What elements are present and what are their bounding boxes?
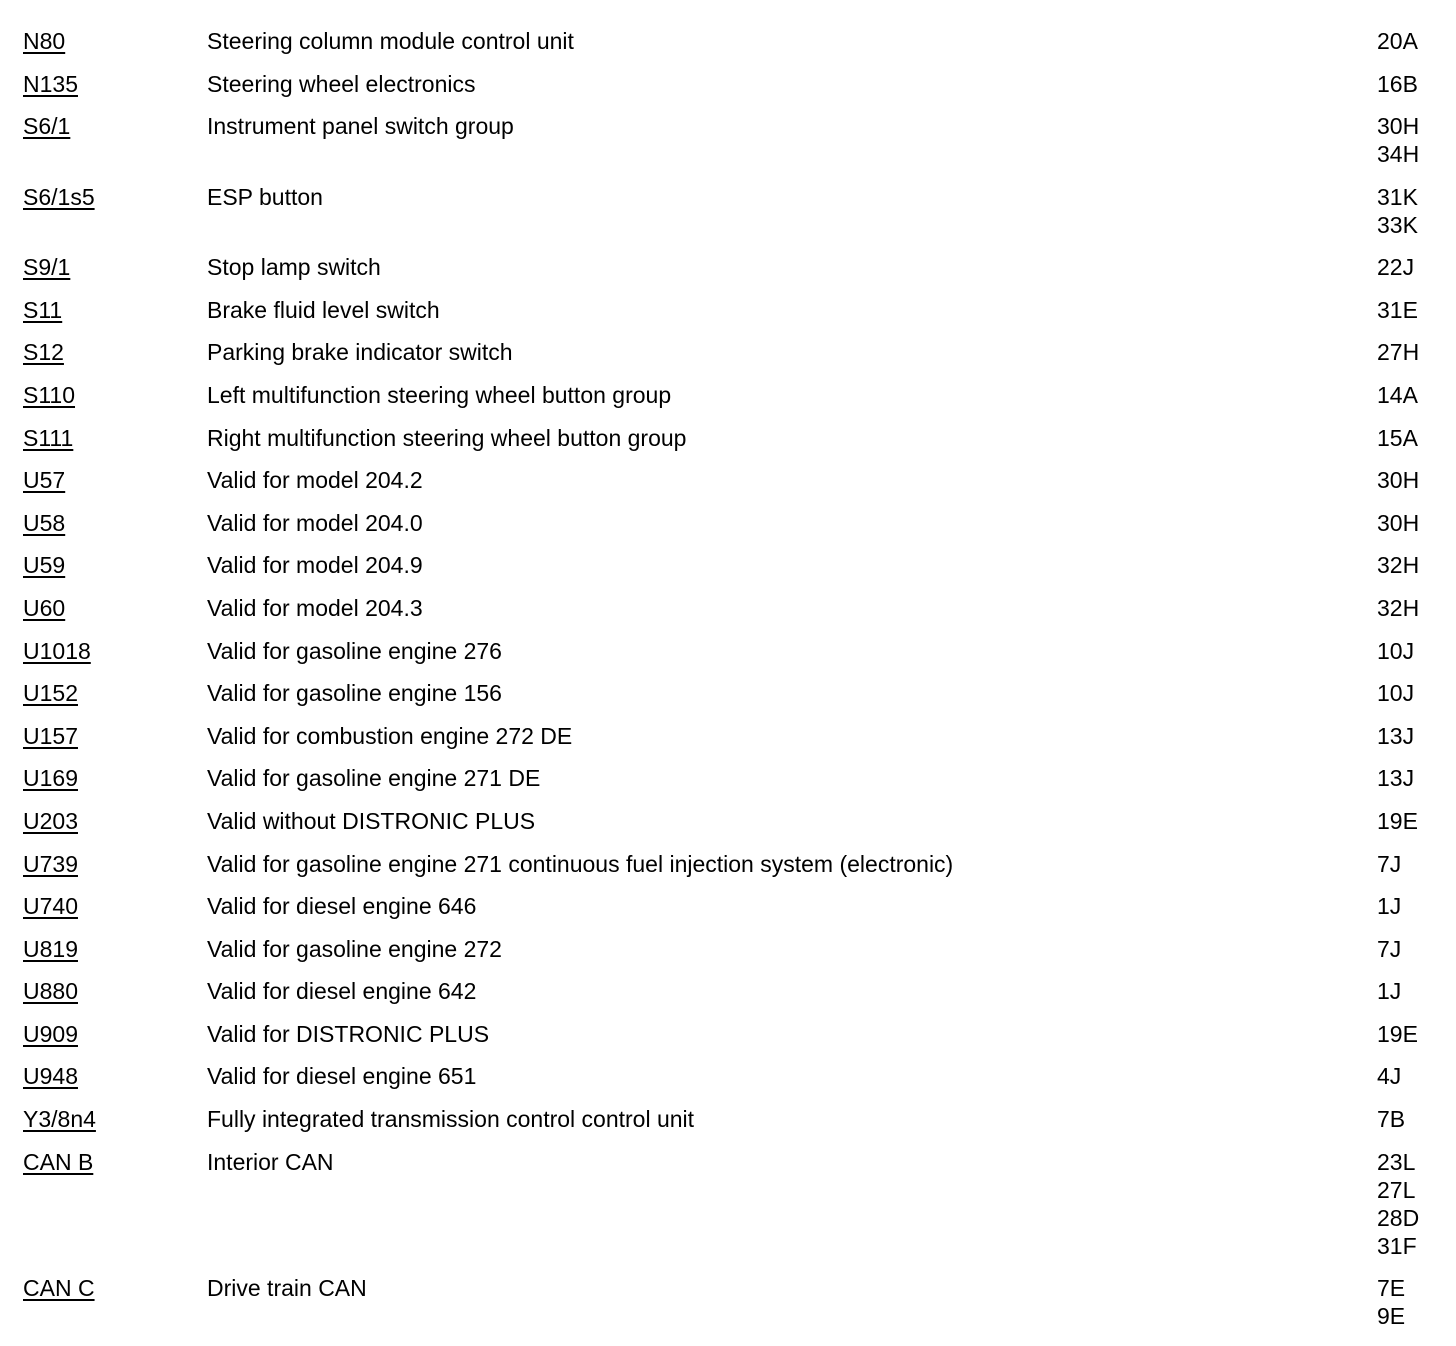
component-description: Interior CAN — [207, 1148, 334, 1175]
grid-reference: 7J — [1377, 935, 1402, 962]
grid-reference: 34H — [1377, 141, 1420, 168]
component-description: Valid for model 204.0 — [207, 509, 423, 536]
grid-references — [1377, 70, 1447, 98]
legend-row — [0, 807, 1456, 850]
legend-row — [0, 27, 1456, 70]
component-description: Valid without DISTRONIC PLUS — [207, 807, 536, 834]
grid-reference: 1J — [1377, 978, 1402, 1005]
grid-reference: 13J — [1377, 722, 1415, 749]
legend-row — [0, 1148, 1456, 1275]
grid-references — [1377, 338, 1447, 366]
component-code-link[interactable]: U60 — [23, 594, 66, 621]
component-code-link[interactable]: CAN C — [23, 1275, 95, 1302]
grid-reference: 30H — [1377, 113, 1420, 140]
grid-references — [1377, 381, 1447, 409]
grid-references — [1377, 1062, 1447, 1090]
component-description: Left multifunction steering wheel button group — [207, 381, 672, 408]
legend-row — [0, 977, 1456, 1020]
grid-reference: 30H — [1377, 467, 1420, 494]
component-code-link[interactable]: U739 — [23, 850, 78, 877]
component-code-link[interactable]: S6/1s5 — [23, 183, 95, 210]
component-description: Valid for gasoline engine 276 — [207, 637, 502, 664]
grid-reference: 31K — [1377, 183, 1418, 210]
grid-reference: 14A — [1377, 381, 1418, 408]
grid-reference: 10J — [1377, 637, 1415, 664]
component-code-link[interactable]: U819 — [23, 935, 78, 962]
legend-row — [0, 679, 1456, 722]
grid-references — [1377, 977, 1447, 1005]
legend-row — [0, 296, 1456, 339]
grid-reference: 7J — [1377, 850, 1402, 877]
component-code-link[interactable]: S111 — [23, 424, 74, 451]
grid-reference: 7B — [1377, 1106, 1406, 1133]
component-description: Parking brake indicator switch — [207, 339, 513, 366]
legend-row — [0, 637, 1456, 680]
legend-row — [0, 509, 1456, 552]
grid-references — [1377, 892, 1447, 920]
grid-reference: 9E — [1377, 1303, 1406, 1330]
component-description: Steering wheel electronics — [207, 70, 476, 97]
component-code-link[interactable]: S11 — [23, 296, 63, 323]
grid-references — [1377, 112, 1447, 168]
grid-reference: 19E — [1377, 807, 1418, 834]
grid-reference: 7E — [1377, 1275, 1406, 1302]
component-description: Valid for combustion engine 272 DE — [207, 722, 573, 749]
component-description: Valid for gasoline engine 272 — [207, 935, 502, 962]
legend-row — [0, 70, 1456, 113]
component-code-link[interactable]: U740 — [23, 893, 78, 920]
grid-references — [1377, 764, 1447, 792]
legend-row — [0, 594, 1456, 637]
component-description: Valid for diesel engine 642 — [207, 978, 477, 1005]
grid-references — [1377, 594, 1447, 622]
grid-reference: 30H — [1377, 509, 1420, 536]
grid-reference: 32H — [1377, 594, 1420, 621]
grid-references — [1377, 850, 1447, 878]
grid-references — [1377, 1020, 1447, 1048]
component-code-link[interactable]: Y3/8n4 — [23, 1106, 96, 1133]
component-description: Stop lamp switch — [207, 254, 381, 281]
component-description: Right multifunction steering wheel button group — [207, 424, 687, 451]
component-code-link[interactable]: U1018 — [23, 637, 91, 664]
legend-row — [0, 1020, 1456, 1063]
component-description: Valid for model 204.2 — [207, 467, 423, 494]
component-description: Valid for diesel engine 651 — [207, 1063, 477, 1090]
grid-references — [1377, 424, 1447, 452]
grid-reference: 19E — [1377, 1020, 1418, 1047]
grid-references — [1377, 253, 1447, 281]
legend-row — [0, 764, 1456, 807]
grid-references — [1377, 679, 1447, 707]
legend-row — [0, 381, 1456, 424]
legend-row — [0, 1105, 1456, 1148]
component-description: Fully integrated transmission control control unit — [207, 1106, 695, 1133]
grid-reference: 22J — [1377, 254, 1415, 281]
grid-reference: 23L — [1377, 1148, 1416, 1175]
component-description: Valid for diesel engine 646 — [207, 893, 477, 920]
grid-reference: 20A — [1377, 28, 1418, 54]
legend-row — [0, 1062, 1456, 1105]
grid-references — [1377, 466, 1447, 494]
grid-references — [1377, 27, 1447, 55]
grid-references — [1377, 722, 1447, 750]
legend-row — [0, 722, 1456, 765]
grid-references — [1377, 807, 1447, 835]
legend-row — [0, 424, 1456, 467]
component-description: ESP button — [207, 183, 323, 210]
grid-references — [1377, 935, 1447, 963]
component-description: Valid for model 204.9 — [207, 552, 423, 579]
grid-references — [1377, 1274, 1447, 1330]
component-code-link[interactable]: S12 — [23, 339, 64, 366]
legend-row — [0, 551, 1456, 594]
component-code-link[interactable]: U909 — [23, 1020, 78, 1047]
grid-reference: 1J — [1377, 893, 1402, 920]
grid-references — [1377, 296, 1447, 324]
grid-references — [1377, 551, 1447, 579]
legend-row — [0, 112, 1456, 183]
component-code-link[interactable]: U169 — [23, 765, 78, 792]
grid-references — [1377, 637, 1447, 665]
grid-references — [1377, 183, 1447, 239]
grid-reference: 16B — [1377, 70, 1418, 97]
grid-references — [1377, 1148, 1447, 1260]
component-description: Valid for gasoline engine 271 DE — [207, 765, 541, 792]
grid-reference: 10J — [1377, 680, 1415, 707]
component-description: Valid for gasoline engine 271 continuous fuel injection system (electronic) — [207, 850, 954, 877]
component-code-link[interactable]: S9/1 — [23, 254, 71, 281]
component-code-link[interactable]: U157 — [23, 722, 78, 749]
legend-row — [0, 1274, 1456, 1345]
component-code-link[interactable]: N135 — [23, 70, 78, 97]
component-code-link[interactable]: U58 — [23, 509, 66, 536]
component-description: Valid for gasoline engine 156 — [207, 680, 502, 707]
component-description: Drive train CAN — [207, 1275, 367, 1302]
grid-reference: 31E — [1377, 296, 1418, 323]
legend-row — [0, 338, 1456, 381]
component-code-link[interactable]: U203 — [23, 807, 78, 834]
grid-reference: 32H — [1377, 552, 1420, 579]
legend-row — [0, 892, 1456, 935]
legend-row — [0, 935, 1456, 978]
legend-row — [0, 253, 1456, 296]
grid-reference: 31F — [1377, 1232, 1417, 1259]
grid-reference: 27H — [1377, 339, 1420, 366]
component-code-link[interactable]: CAN B — [23, 1148, 94, 1175]
grid-reference: 15A — [1377, 424, 1418, 451]
component-code-link[interactable]: U948 — [23, 1063, 78, 1090]
component-code-link[interactable]: S110 — [23, 381, 76, 408]
component-code-link[interactable]: S6/1 — [23, 113, 71, 140]
legend-row — [0, 466, 1456, 509]
component-description: Steering column module control unit — [207, 28, 574, 54]
grid-references — [1377, 509, 1447, 537]
grid-reference: 33K — [1377, 211, 1418, 238]
component-description: Brake fluid level switch — [207, 296, 440, 323]
grid-reference: 4J — [1377, 1063, 1402, 1090]
component-code-link[interactable]: U152 — [23, 680, 78, 707]
component-description: Instrument panel switch group — [207, 113, 514, 140]
component-code-link[interactable]: N80 — [23, 28, 66, 54]
component-description: Valid for model 204.3 — [207, 594, 423, 621]
component-code-link[interactable]: U880 — [23, 978, 78, 1005]
component-code-link[interactable]: U57 — [23, 467, 66, 494]
grid-references — [1377, 1105, 1447, 1133]
grid-reference: 13J — [1377, 765, 1415, 792]
component-code-link[interactable]: U59 — [23, 552, 66, 579]
grid-reference: 27L — [1377, 1176, 1416, 1203]
legend-row — [0, 850, 1456, 893]
grid-reference: 28D — [1377, 1204, 1420, 1231]
legend-row — [0, 183, 1456, 254]
component-description: Valid for DISTRONIC PLUS — [207, 1020, 490, 1047]
